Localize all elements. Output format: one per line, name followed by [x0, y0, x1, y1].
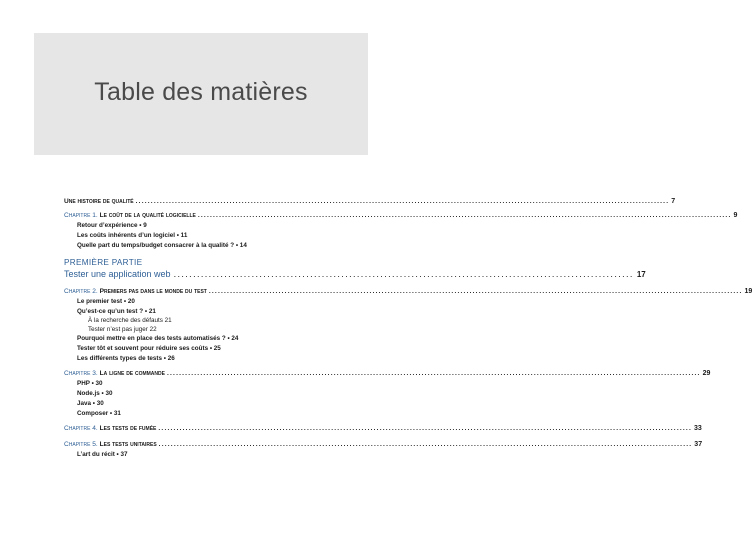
toc-subentry[interactable]: Qu’est-ce qu’un test ? • 21	[77, 308, 156, 315]
toc-entry-chapter-1[interactable]	[64, 211, 738, 220]
toc-entry-chapter-2[interactable]	[64, 287, 752, 296]
dot-leader	[159, 440, 693, 449]
chapter-title: La ligne de commande	[99, 370, 165, 377]
toc-subentry[interactable]: Les différents types de tests • 26	[77, 355, 175, 362]
chapter-number: Chapitre 1.	[64, 212, 98, 219]
chapter-number: Chapitre 4.	[64, 425, 98, 432]
toc-subentry[interactable]: PHP • 30	[77, 380, 103, 387]
chapter-title: Les tests unitaires	[99, 441, 157, 448]
toc-subentry[interactable]: Tester tôt et souvent pour réduire ses coûts • 25	[77, 345, 221, 352]
entry-title: Une histoire de qualité	[64, 198, 134, 205]
dot-leader	[209, 287, 743, 296]
chapter-number: Chapitre 2.	[64, 288, 98, 295]
part-title: Tester une application web	[64, 269, 171, 279]
entry-title	[64, 211, 196, 220]
entry-page: 19	[744, 288, 752, 295]
toc-entry-intro[interactable]	[64, 197, 676, 206]
toc-entry-chapter-3[interactable]	[64, 369, 711, 378]
dot-leader	[174, 269, 634, 279]
toc-subentry[interactable]: Quelle part du temps/budget consacrer à la qualité ? • 14	[77, 242, 247, 249]
part-label: PREMIÈRE PARTIE	[64, 258, 143, 267]
entry-page: 37	[694, 441, 703, 448]
toc-subentry[interactable]: Les coûts inhérents d’un logiciel • 11	[77, 232, 188, 239]
dot-leader	[136, 197, 670, 206]
chapter-number: Chapitre 5.	[64, 441, 98, 448]
toc-subsubentry[interactable]: À la recherche des défauts 21	[88, 317, 172, 324]
dot-leader	[167, 369, 701, 378]
entry-page: 17	[636, 270, 646, 279]
entry-title	[64, 287, 207, 296]
entry-title	[64, 440, 157, 449]
toc-subentry[interactable]: Le premier test • 20	[77, 298, 135, 305]
chapter-number: Chapitre 3.	[64, 370, 98, 377]
page-title: Table des matières	[94, 78, 308, 106]
dot-leader	[158, 424, 692, 433]
toc-subentry[interactable]: Node.js • 30	[77, 390, 113, 397]
toc-entry-chapter-4[interactable]	[64, 424, 702, 433]
toc-entry-part-1[interactable]	[64, 269, 646, 279]
chapter-title: Le coût de la qualité logicielle	[99, 212, 196, 219]
toc-subentry[interactable]: Java • 30	[77, 400, 104, 407]
toc-entry-chapter-5[interactable]	[64, 440, 703, 449]
entry-page: 9	[733, 212, 738, 219]
chapter-title: Premiers pas dans le monde du test	[99, 288, 207, 295]
dot-leader	[198, 211, 732, 220]
chapter-title: Les tests de fumée	[99, 425, 157, 432]
entry-page: 29	[702, 370, 711, 377]
toc-subentry[interactable]: Composer • 31	[77, 410, 121, 417]
toc-subentry[interactable]: L’art du récit • 37	[77, 451, 128, 458]
toc-subentry[interactable]: Pourquoi mettre en place des tests automatisés ? • 24	[77, 335, 239, 342]
entry-title	[64, 424, 156, 433]
toc-subsubentry[interactable]: Tester n’est pas juger 22	[88, 326, 157, 333]
toc-subentry[interactable]: Retour d’expérience • 9	[77, 222, 147, 229]
entry-title	[64, 369, 165, 378]
entry-page: 33	[694, 425, 702, 432]
entry-page: 7	[671, 198, 676, 205]
